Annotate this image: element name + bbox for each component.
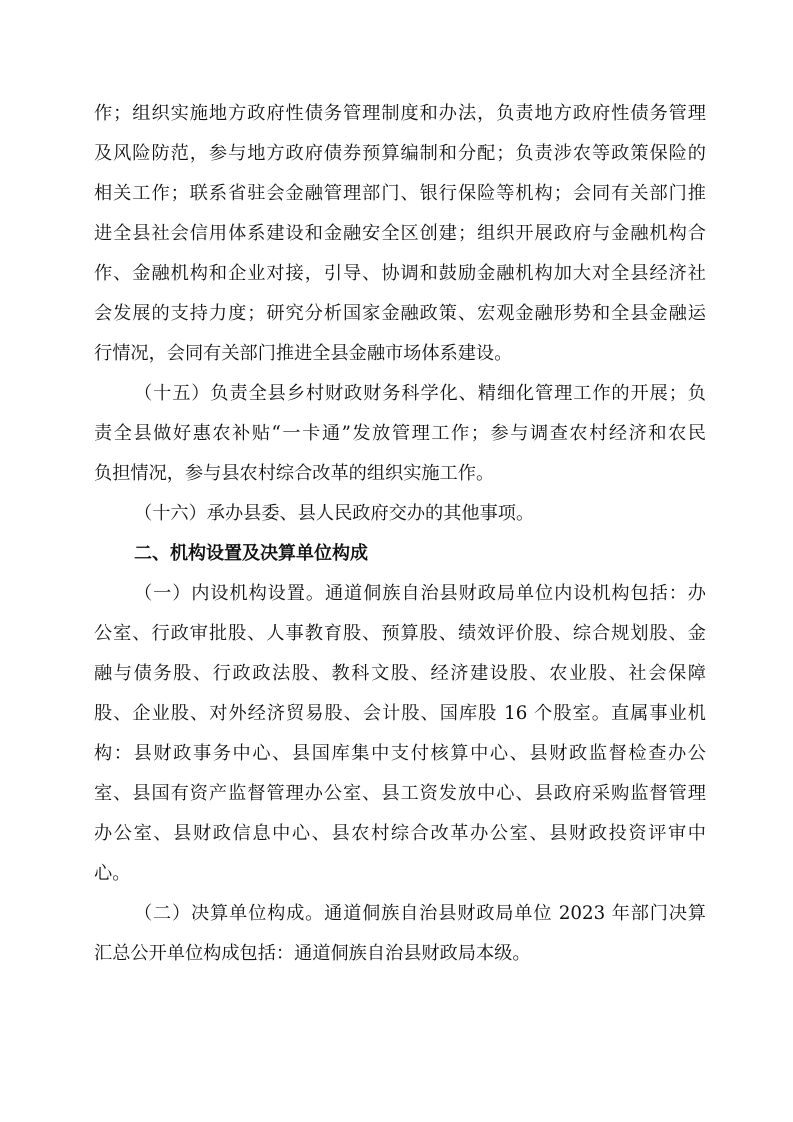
text-line: 股、企业股、对外经济贸易股、会计股、国库股 16 个股室。直属事业机	[94, 703, 706, 724]
paragraph-item-16	[94, 494, 706, 534]
text-line: 心。	[94, 863, 131, 884]
text-line: 作、金融机构和企业对接，引导、协调和鼓励金融机构加大对全县经济社	[94, 263, 706, 284]
text-line: 行情况，会同有关部门推进全县金融市场体系建设。	[94, 343, 513, 364]
text-line: 负担情况，参与县农村综合改革的组织实施工作。	[94, 463, 495, 484]
text-line: 会发展的支持力度；研究分析国家金融政策、宏观金融形势和全县金融运	[94, 303, 706, 324]
text-line: 相关工作；联系省驻会金融管理部门、银行保险等机构；会同有关部门推	[94, 183, 706, 204]
text-line: 室、县国有资产监督管理办公室、县工资发放中心、县政府采购监督管理	[94, 783, 706, 804]
text-line: 及风险防范，参与地方政府债券预算编制和分配；负责涉农等政策保险的	[94, 143, 706, 164]
text-line: （十五）负责全县乡村财政财务科学化、精细化管理工作的开展；负	[134, 383, 706, 404]
text-line: 作；组织实施地方政府性债务管理制度和办法，负责地方政府性债务管理	[94, 103, 706, 124]
paragraph-internal-structure	[94, 574, 706, 894]
text-line: 办公室、县财政信息中心、县农村综合改革办公室、县财政投资评审中	[94, 823, 706, 844]
text-line: 责全县做好惠农补贴“一卡通”发放管理工作；参与调查农村经济和农民	[94, 423, 706, 444]
text-line: 汇总公开单位构成包括：通道侗族自治县财政局本级。	[94, 943, 531, 964]
section-title: 二、机构设置及决算单位构成	[134, 543, 368, 564]
text-line: （一）内设机构设置。通道侗族自治县财政局单位内设机构包括：办	[134, 583, 706, 604]
text-line: 进全县社会信用体系建设和金融安全区创建；组织开展政府与金融机构合	[94, 223, 706, 244]
document-page	[94, 94, 706, 974]
text-line: （十六）承办县委、县人民政府交办的其他事项。	[134, 503, 535, 524]
paragraph-finance-debt-duties	[94, 94, 706, 374]
section-heading	[94, 534, 706, 574]
paragraph-budget-units	[94, 894, 706, 974]
text-line: （二）决算单位构成。通道侗族自治县财政局单位 2023 年部门决算	[134, 903, 706, 924]
text-line: 构：县财政事务中心、县国库集中支付核算中心、县财政监督检查办公	[94, 743, 706, 764]
text-line: 公室、行政审批股、人事教育股、预算股、绩效评价股、综合规划股、金	[94, 623, 706, 644]
text-line: 融与债务股、行政政法股、教科文股、经济建设股、农业股、社会保障	[94, 663, 706, 684]
paragraph-item-15	[94, 374, 706, 494]
